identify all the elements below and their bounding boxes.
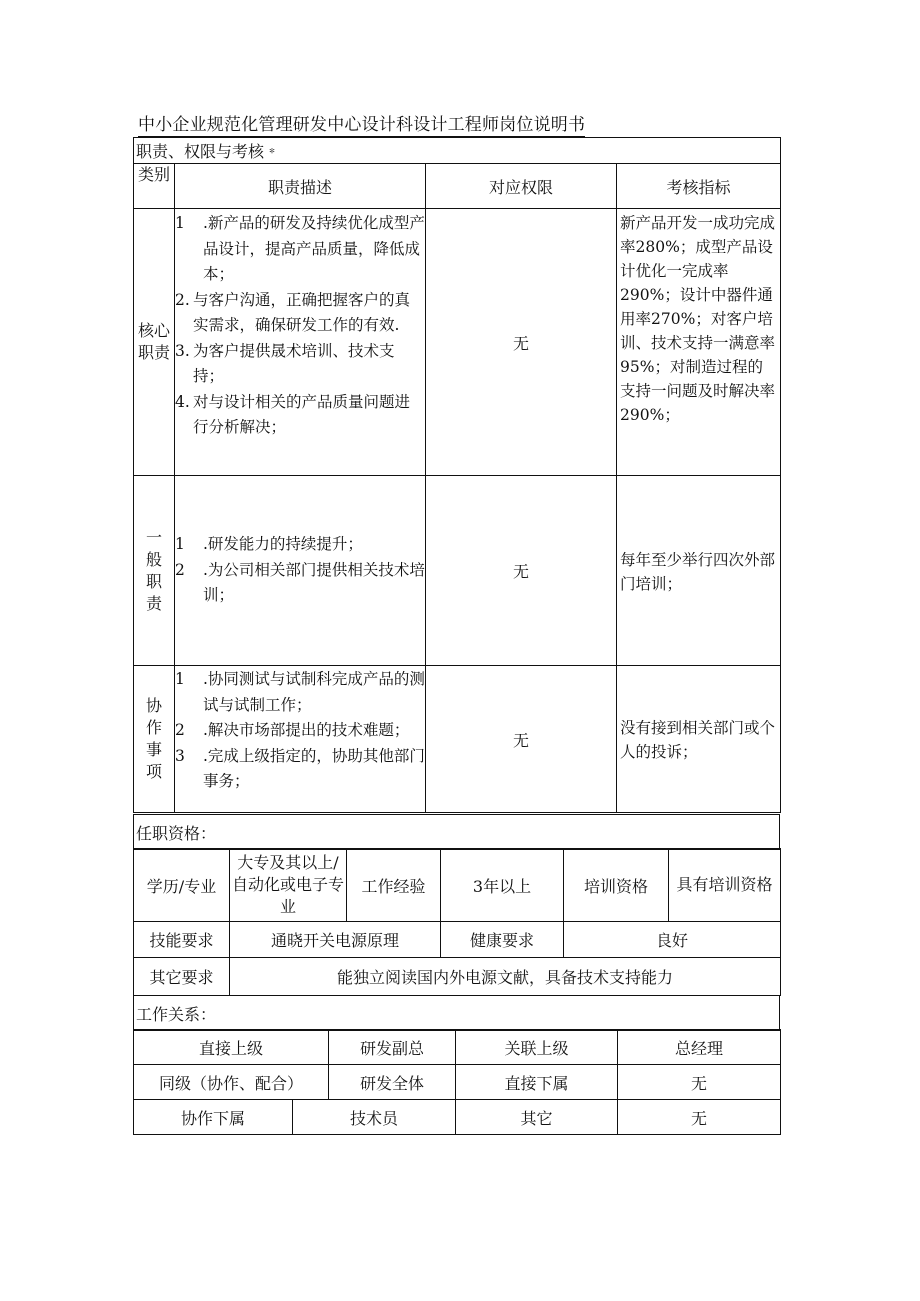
- general-duty-list: [175, 476, 426, 666]
- list-item: 1 .研发能力的持续提升；: [175, 535, 363, 554]
- train-value: 具有培训资格: [669, 849, 781, 922]
- peer-label: 同级（协作、配合）: [134, 1065, 329, 1100]
- skill-label: 技能要求: [134, 922, 230, 958]
- direct-subordinate-value: 无: [618, 1065, 781, 1100]
- header-authority: 对应权限: [426, 164, 617, 209]
- cooperation-kpi: 没有接到相关部门或个人的投诉；: [617, 666, 781, 813]
- coop-subordinate-value: 技术员: [293, 1100, 456, 1135]
- related-superior-value: 总经理: [618, 1030, 781, 1065]
- list-item: 2 .为公司相关部门提供相关技术培训；: [175, 560, 425, 605]
- direct-superior-value: 研发副总: [329, 1030, 456, 1065]
- coop-subordinate-label: 协作下属: [134, 1100, 293, 1135]
- related-superior-label: 关联上级: [456, 1030, 618, 1065]
- exp-label: 工作经验: [347, 849, 441, 922]
- core-kpi: 新产品开发一成功完成率280%；成型产品设计优化一完成率290%；设计中器件通用率270%；对客户培训、技术支持一满意率95%；对制造过程的支持一问题及时解决率290%；: [617, 209, 781, 476]
- edu-value: 大专及其以上/自动化或电子专业: [230, 849, 347, 922]
- section-relations-heading: 工作关系：: [134, 996, 780, 1031]
- peer-value: 研发全体: [329, 1065, 456, 1100]
- document-title: 中小企业规范化管理研发中心设计科设计工程师岗位说明书: [138, 115, 586, 135]
- cooperation-duty-list: [175, 666, 426, 813]
- section-qualification-heading: 任职资格：: [134, 815, 780, 850]
- health-value: 良好: [564, 922, 781, 958]
- qualification-table: [133, 848, 781, 922]
- category-core: 核心职责: [134, 209, 175, 476]
- other-req-value: 能独立阅读国内外电源文献，具备技术支持能力: [230, 958, 781, 996]
- direct-subordinate-label: 直接下属: [456, 1065, 618, 1100]
- section-duties-heading: 职责、权限与考核﹡: [134, 138, 781, 164]
- exp-value: 3年以上: [441, 849, 564, 922]
- list-item: 2. 与客户沟通，正确把握客户的真实需求，确保研发工作的有效.: [175, 290, 411, 334]
- general-kpi: 每年至少举行四次外部门培训；: [617, 476, 781, 666]
- relations-heading-table: [133, 995, 780, 1031]
- relations-table: [133, 1029, 781, 1100]
- health-label: 健康要求: [441, 922, 564, 958]
- relations-other-value: 无: [618, 1100, 781, 1135]
- direct-superior-label: 直接上级: [134, 1030, 329, 1065]
- relations-table-2: [133, 1099, 781, 1135]
- cooperation-authority: 无: [426, 666, 617, 813]
- header-category: 类别: [134, 164, 175, 209]
- core-duty-list: [175, 209, 426, 476]
- list-item: 3 .完成上级指定的，协助其他部门事务；: [175, 746, 425, 790]
- qualification-heading-table: [133, 814, 780, 850]
- duties-table: [133, 137, 781, 813]
- list-item: 4. 对与设计相关的产品质量问题进行分析解决；: [175, 392, 411, 436]
- header-desc: 职责描述: [175, 164, 426, 209]
- qualification-table-2: [133, 921, 781, 996]
- core-authority: 无: [426, 209, 617, 476]
- other-req-label: 其它要求: [134, 958, 230, 996]
- list-item: 2 .解决市场部提出的技术难题；: [175, 721, 410, 739]
- edu-label: 学历/专业: [134, 849, 230, 922]
- category-general: 一般职责: [134, 476, 175, 666]
- list-item: 1 .协同测试与试制科完成产品的测试与试制工作；: [175, 670, 425, 714]
- relations-other-label: 其它: [456, 1100, 618, 1135]
- list-item: 3. 为客户提供晟术培训、技术支持；: [175, 341, 395, 385]
- category-cooperation: 协作事项: [134, 666, 175, 813]
- general-authority: 无: [426, 476, 617, 666]
- list-item: 1 .新产品的研发及持续优化成型产品设计，提高产品质量，降低成本；: [175, 214, 425, 283]
- skill-value: 通晓开关电源原理: [230, 922, 441, 958]
- header-kpi: 考核指标: [617, 164, 781, 209]
- train-label: 培训资格: [564, 849, 669, 922]
